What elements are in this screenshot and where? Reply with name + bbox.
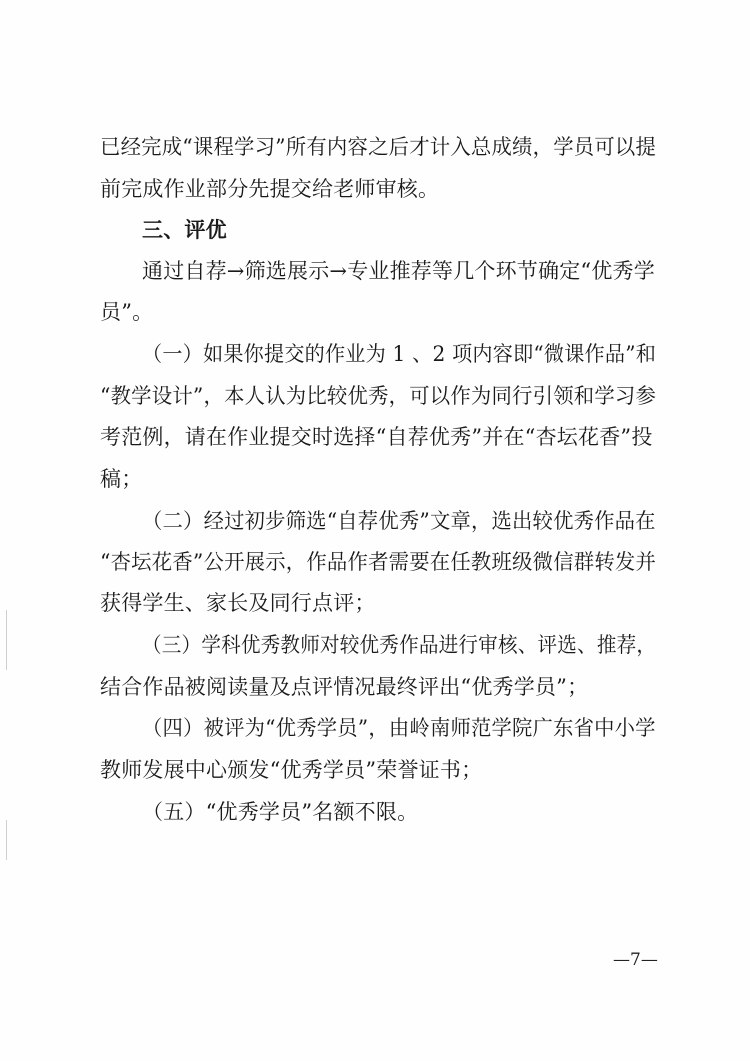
list-item-line: （一）如果你提交的作业为 1 、2 项内容即“微课作品”和 <box>142 342 657 366</box>
list-item-line: “教学设计”，本人认为比较优秀，可以作为同行引领和学习参 <box>100 384 657 408</box>
page-number: —7— <box>613 950 658 970</box>
paragraph-line: 员”。 <box>100 300 154 324</box>
list-item-line: 考范例，请在作业提交时选择“自荐优秀”并在“杏坛花香”投 <box>100 425 653 449</box>
list-item-line: 教师发展中心颁发“优秀学员”荣誉证书； <box>100 758 483 782</box>
list-item-line: “杏坛花香”公开展示，作品作者需要在任教班级微信群转发并 <box>100 550 657 574</box>
section-heading: 三、评优 <box>142 218 227 242</box>
list-item-line: （五）“优秀学员”名额不限。 <box>142 800 419 824</box>
paragraph-line: 已经完成“课程学习”所有内容之后才计入总成绩，学员可以提 <box>100 135 657 159</box>
list-item-line: 稿； <box>100 467 143 491</box>
list-item-line: （四）被评为“优秀学员”，由岭南师范学院广东省中小学 <box>142 716 656 740</box>
list-item-line: （二）经过初步筛选“自荐优秀”文章，选出较优秀作品在 <box>142 509 656 533</box>
list-item-line: 获得学生、家长及同行点评； <box>100 591 376 615</box>
paragraph-line: 前完成作业部分先提交给老师审核。 <box>100 177 440 201</box>
scan-edge-mark <box>6 610 7 670</box>
scan-edge-mark <box>6 820 7 860</box>
list-item-line: 结合作品被阅读量及点评情况最终评出“优秀学员”； <box>100 675 589 699</box>
list-item-line: （三）学科优秀教师对较优秀作品进行审核、评选、推荐， <box>142 633 657 657</box>
paragraph-line: 通过自荐→筛选展示→专业推荐等几个环节确定“优秀学 <box>142 259 655 283</box>
